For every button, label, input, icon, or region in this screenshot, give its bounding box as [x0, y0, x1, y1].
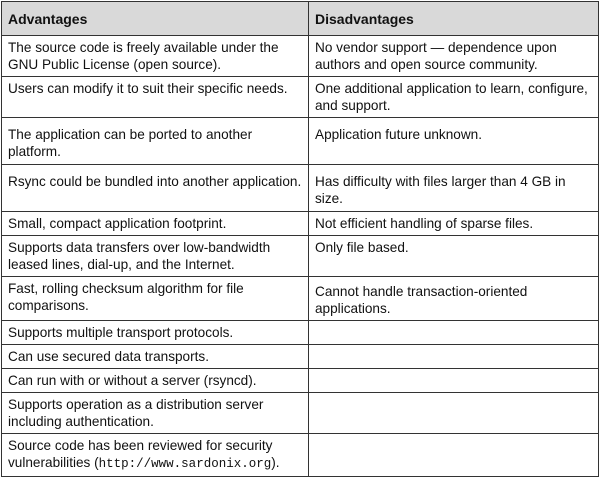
advantage-cell: Small, compact application footprint. — [2, 212, 309, 236]
header-row — [2, 2, 599, 36]
disadvantage-cell: Has difficulty with files larger than 4 GB in size. — [309, 165, 599, 212]
advantage-cell: The source code is freely available under the GNU Public License (open source). — [2, 36, 309, 77]
disadvantage-cell — [309, 434, 599, 477]
disadvantage-cell: Not efficient handling of sparse files. — [309, 212, 599, 236]
advantage-cell — [2, 434, 309, 477]
table-row — [2, 165, 599, 212]
table-row — [2, 236, 599, 277]
table-row — [2, 36, 599, 77]
table-row — [2, 277, 599, 321]
disadvantage-cell — [309, 393, 599, 434]
disadvantage-cell — [309, 369, 599, 393]
advantage-cell: Supports operation as a distribution server including authentication. — [2, 393, 309, 434]
table-row — [2, 345, 599, 369]
table-row — [2, 77, 599, 118]
table-row — [2, 434, 599, 477]
disadvantage-cell: One additional application to learn, configure, and support. — [309, 77, 599, 118]
disadvantage-cell — [309, 321, 599, 345]
advantage-cell: The application can be ported to another platform. — [2, 118, 309, 165]
advantage-cell: Fast, rolling checksum algorithm for file comparisons. — [2, 277, 309, 321]
disadvantage-cell: Cannot handle transaction-oriented applications. — [309, 277, 599, 321]
header-disadvantages: Disadvantages — [309, 2, 599, 36]
disadvantage-cell — [309, 345, 599, 369]
table-row — [2, 118, 599, 165]
advantage-cell: Users can modify it to suit their specific needs. — [2, 77, 309, 118]
advantage-cell: Rsync could be bundled into another application. — [2, 165, 309, 212]
disadvantage-cell: No vendor support — dependence upon authors and open source community. — [309, 36, 599, 77]
table-row — [2, 393, 599, 434]
table-row — [2, 321, 599, 345]
advantage-text-prefix: Source code has been reviewed for security vulnerabilities ( — [8, 438, 273, 470]
disadvantage-cell: Only file based. — [309, 236, 599, 277]
advantage-cell: Supports multiple transport protocols. — [2, 321, 309, 345]
table-row — [2, 369, 599, 393]
advantage-cell: Supports data transfers over low-bandwidth leased lines, dial-up, and the Internet. — [2, 236, 309, 277]
table-row — [2, 212, 599, 236]
disadvantage-cell: Application future unknown. — [309, 118, 599, 165]
comparison-table — [1, 1, 599, 477]
header-advantages: Advantages — [2, 2, 309, 36]
advantage-cell: Can run with or without a server (rsyncd). — [2, 369, 309, 393]
sardonix-url: http://www.sardonix.org — [98, 457, 272, 471]
advantage-text-suffix: ). — [271, 455, 280, 470]
advantage-cell: Can use secured data transports. — [2, 345, 309, 369]
